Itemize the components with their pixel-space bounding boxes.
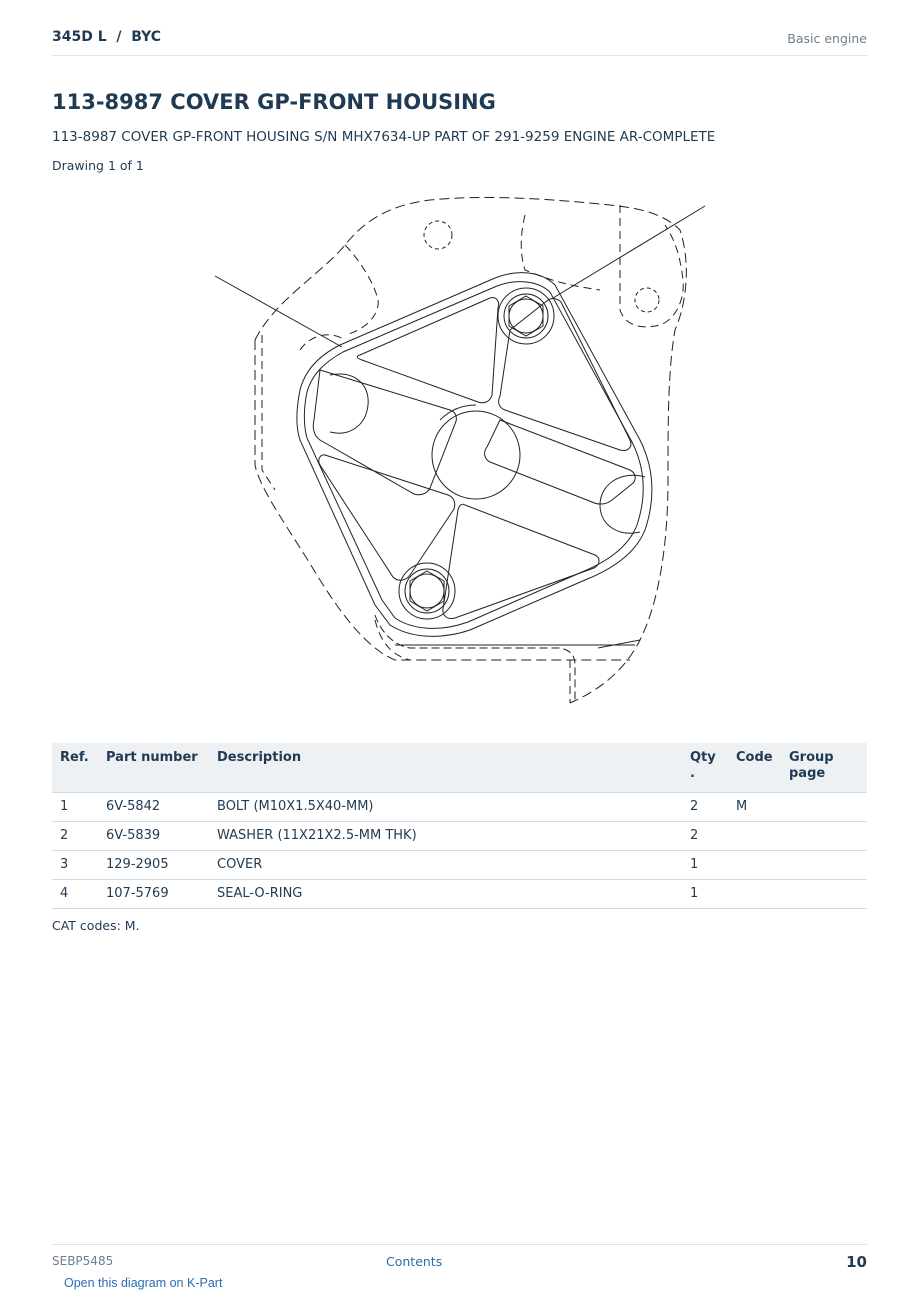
row-qty: 1 <box>682 880 728 909</box>
leader-line-left <box>215 276 342 347</box>
notch-right <box>600 475 645 533</box>
col-description: Description <box>209 743 682 793</box>
document-id: SEBP5485 <box>52 1254 114 1268</box>
col-group-page: Group page <box>781 743 867 793</box>
page-number: 10 <box>846 1253 867 1271</box>
row-ref: 4 <box>52 880 98 909</box>
table-row <box>52 822 867 851</box>
table-row <box>52 793 867 822</box>
row-group-page <box>781 851 867 880</box>
row-qty: 2 <box>682 793 728 822</box>
row-description: SEAL-O-RING <box>209 880 682 909</box>
open-kpart-link[interactable]: Open this diagram on K-Part <box>64 1276 223 1290</box>
page-header <box>52 26 867 56</box>
leader-line-right <box>553 206 705 298</box>
parts-diagram[interactable] <box>0 190 920 715</box>
center-boss <box>432 411 520 499</box>
col-qty: Qty . <box>682 743 728 793</box>
table-header-row <box>52 743 867 793</box>
row-code <box>728 880 781 909</box>
row-part-number[interactable]: 107-5769 <box>98 880 209 909</box>
cover-pocket-right-lower <box>485 420 636 504</box>
row-description: WASHER (11X21X2.5-MM THK) <box>209 822 682 851</box>
parts-table <box>52 743 867 909</box>
row-qty: 2 <box>682 822 728 851</box>
row-part-number[interactable]: 6V-5842 <box>98 793 209 822</box>
col-code: Code <box>728 743 781 793</box>
row-group-page <box>781 880 867 909</box>
cover-pocket-bottom-left <box>319 455 455 580</box>
row-group-page <box>781 793 867 822</box>
row-description: BOLT (M10X1.5X40-MM) <box>209 793 682 822</box>
row-ref: 1 <box>52 793 98 822</box>
col-ref: Ref. <box>52 743 98 793</box>
row-group-page <box>781 822 867 851</box>
row-code <box>728 822 781 851</box>
row-code: M <box>728 793 781 822</box>
page-footer <box>52 1244 867 1275</box>
drawing-count: Drawing 1 of 1 <box>52 158 144 173</box>
page-subtitle: 113-8987 COVER GP-FRONT HOUSING S/N MHX7634-UP PART OF 291-9259 ENGINE AR-COMPLETE <box>52 129 716 145</box>
cover-pocket-bottom-right <box>443 504 599 618</box>
col-part-number: Part number <box>98 743 209 793</box>
cat-codes-note: CAT codes: M. <box>52 918 140 933</box>
cover-pocket-top <box>357 298 498 403</box>
row-ref: 3 <box>52 851 98 880</box>
row-part-number[interactable]: 129-2905 <box>98 851 209 880</box>
section-label: Basic engine <box>787 31 867 46</box>
row-part-number[interactable]: 6V-5839 <box>98 822 209 851</box>
contents-link[interactable]: Contents <box>386 1254 443 1269</box>
housing-hole-right <box>635 288 659 312</box>
row-description: COVER <box>209 851 682 880</box>
bolt-top-icon <box>498 288 554 344</box>
table-row <box>52 851 867 880</box>
row-qty: 1 <box>682 851 728 880</box>
row-code <box>728 851 781 880</box>
cover-pocket-right <box>499 299 631 451</box>
table-row <box>52 880 867 909</box>
bolt-bottom-icon <box>399 563 455 619</box>
model-label: 345D L / BYC <box>52 29 162 45</box>
housing-hole-top <box>424 221 452 249</box>
cover-pocket-left <box>313 370 456 495</box>
cover-outline <box>297 273 652 637</box>
page-title: 113-8987 COVER GP-FRONT HOUSING <box>52 90 496 114</box>
row-ref: 2 <box>52 822 98 851</box>
